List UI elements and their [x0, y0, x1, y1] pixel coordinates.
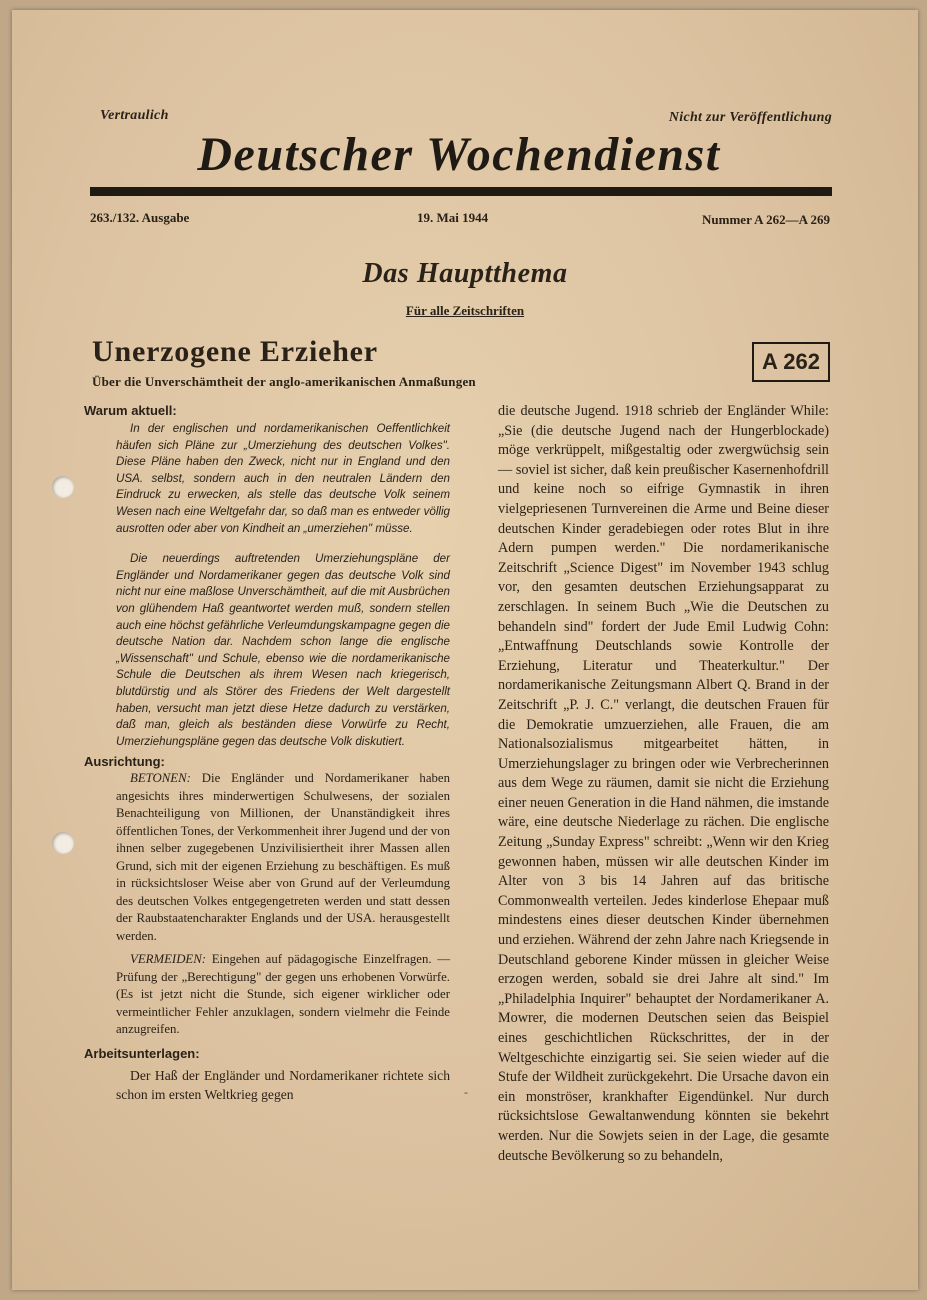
audience-note: Für alle Zeitschriften — [405, 303, 525, 318]
arbeitsunterlagen-text: Der Haß der Engländer und Nordamerikaner richtete sich schon im ersten Weltkrieg gegen — [116, 1067, 450, 1102]
issue-number: Nummer A 262—A 269 — [702, 212, 830, 227]
betonen-text: Die Engländer und Nordamerikaner haben angesichts ihres minderwertigen Schulwesens, der sozialen Benachteiligung von Millionen, der Unanständigkeit ihres öffentlichen Tones, der Verkommenheit ihrer Jugend und der von ihnen selber zugegebenen Unzivilisiertheit ihrer Massen allen Grund, sich mit der eigenen Erziehung zu beschäftigen. Es muß in rücksichtsloser Weise aber von Grund auf der Verleumdung des deutschen Volkes entgegengetreten werden und statt dessen der Raubstaatencharakter Englands und der USA. herausgestellt werden. — [116, 771, 450, 943]
ausrichtung-heading: Ausrichtung: — [84, 754, 165, 770]
vermeiden-paragraph — [116, 951, 450, 1039]
vermeiden-label: VERMEIDEN: — [130, 952, 207, 967]
punch-hole-top — [52, 476, 74, 498]
not-for-publication-label: Nicht zur Veröffentlichung — [668, 110, 832, 125]
warum-paragraph-2: Die neuerdings auftretenden Umerziehungspläne der Engländer und Nordamerikaner gegen das deutsche Volk sind nicht nur eine maßlose Unverschämtheit, auf die mit Ausbrüchen von glühendem Haß geantwortet werden muß, sondern stellen auch eine höchst gefährliche Verleumdungskampagne gegen die deutsche Nation dar. Nachdem schon lange die englische „Wissenschaft" und Schule, ebenso wie die nordamerikanische Schule die Deutschen als ihrem Wesen nach kriegerisch, blutdürstig und als Störer des Friedens der Welt dargestellt haben, versucht man jetzt diese Hetze dadurch zu verstärken, daß man, gleich als beständen diese Vorwürfe zu Recht, Umerziehungspläne gegen das deutsche Volk diskutiert. — [116, 552, 450, 748]
betonen-label: BETONEN: — [130, 771, 191, 786]
left-column — [84, 402, 450, 1104]
warum-heading: Warum aktuell: — [84, 403, 177, 418]
right-column-text: die deutsche Jugend. 1918 schrieb der Engländer While: „Sie (die deutsche Jugend nach der Hungerblockade) möge verkrüppelt, mißgestaltig oder zwergwüchsig sein — soviel ist sicher, daß kein preußischer Kasernenhofdrill und keine noch so eifrige Gymnastik in ihren vielgepriesenen Turnvereinen die Arme und Beine dieser deutschen Kinder geradebiegen oder rotes Blut in ihre Adern pumpen werden." Die nordamerikanische Zeitschrift „Science Digest" im November 1943 schlug vor, den gesamten deutschen Erziehungsapparat zu zerschlagen. In seinem Buch „Wie die Deutschen zu behandeln sind" fordert der Jude Emil Ludwig Cohn: „Entwaffnung Deutschlands sowie Kontrolle der Erziehung, Literatur und Theaterkultur." Der nordamerikanische Zeitungsmann Albert Q. Brand in der Zeitschrift „P. J. C." verlangt, die deutschen Frauen für die Demokratie umzuerziehen, alle Frauen, die am Nationalsozialismus mitgearbeitet hätten, in Umerziehungslager zu bringen oder wie Verbrecherinnen aus dem Wege zu räumen, damit sie nicht die Erziehung einer neuen Generation in die Hand nähmen, die imstande wäre, eine deutsche Niederlage zu rächen. Die englische Zeitung „Sunday Express" schreibt: „Wenn wir den Krieg gewonnen haben, müssen wir alle deutschen Kinder im Alter von 3 bis 14 Jahren auf das britische Commonwealth verteilen. Jedes kinderlose Ehepaar muß mindestens eines dieser deutschen Kinder übernehmen und erziehen. Während der zehn Jahre nach Kriegsende in Deutschland geborene Kinder müssen in gleicher Weise erzogen werden, sobald sie drei Jahre alt sind." Im „Philadelphia Inquirer" behauptet der Nordamerikaner A. Mowrer, die modernen Deutschen seien das Beispiel eines geschichtlichen Rückschrittes, der in der Weltgeschichte einzigartig sei. Sie seien wieder auf die Stufe der Wildheit zurückgekehrt. Die Ursache davon ein ein monströser, krankhafter Eigendünkel. Nur durch rücksichtslose Gewaltanwendung könnten sie bekehrt werden. Nur die Sowjets seien in der Lage, die gesamte deutsche Bevölkerung so zu behandeln, — [498, 403, 829, 1164]
confidential-label: Vertraulich — [100, 108, 169, 123]
article-code-badge: A 262 — [752, 342, 830, 382]
punch-hole-bottom — [52, 832, 74, 854]
margin-dash: - — [464, 1085, 468, 1099]
edition-label: 263./132. Ausgabe — [90, 210, 190, 225]
article-subheadline: Über die Unverschämtheit der anglo-amerikanischen Anmaßungen — [92, 374, 476, 389]
masthead-title: Deutscher Wochendienst — [197, 128, 721, 181]
document-page — [12, 10, 918, 1290]
article-headline: Unerzogene Erzieher — [92, 335, 378, 368]
right-column — [498, 402, 829, 1166]
vermeiden-text: Eingehen auf pädagogische Einzelfragen. — Prüfung der „Berechtigung" der gegen uns erhobenen Vorwürfe. (Es ist jetzt nicht die Stunde, sich eigener wirklicher oder vermeintlicher Fehler anzuklagen, sondern vielmehr die Feinde anzugreifen. — [116, 952, 450, 1037]
arbeitsunterlagen-heading: Arbeitsunterlagen: — [84, 1045, 200, 1061]
masthead-rule — [90, 187, 832, 196]
betonen-paragraph — [116, 770, 450, 945]
warum-paragraph-1: In der englischen und nordamerikanischen Oeffentlichkeit häufen sich Pläne zur „Umerziehung des deutschen Volkes". Diese Pläne haben den Zweck, nicht nur in England und den USA. selbst, sondern auch in den neutralen Ländern den Eindruck zu erwecken, als stelle das deutsche Volk seinem Wesen nach eine Weltgefahr dar, so daß man es entweder völlig ausrotten oder aber von Kindheit an „umerziehen" müsse. — [116, 422, 450, 535]
issue-date: 19. Mai 1944 — [417, 210, 489, 225]
section-title: Das Hauptthema — [362, 258, 568, 289]
